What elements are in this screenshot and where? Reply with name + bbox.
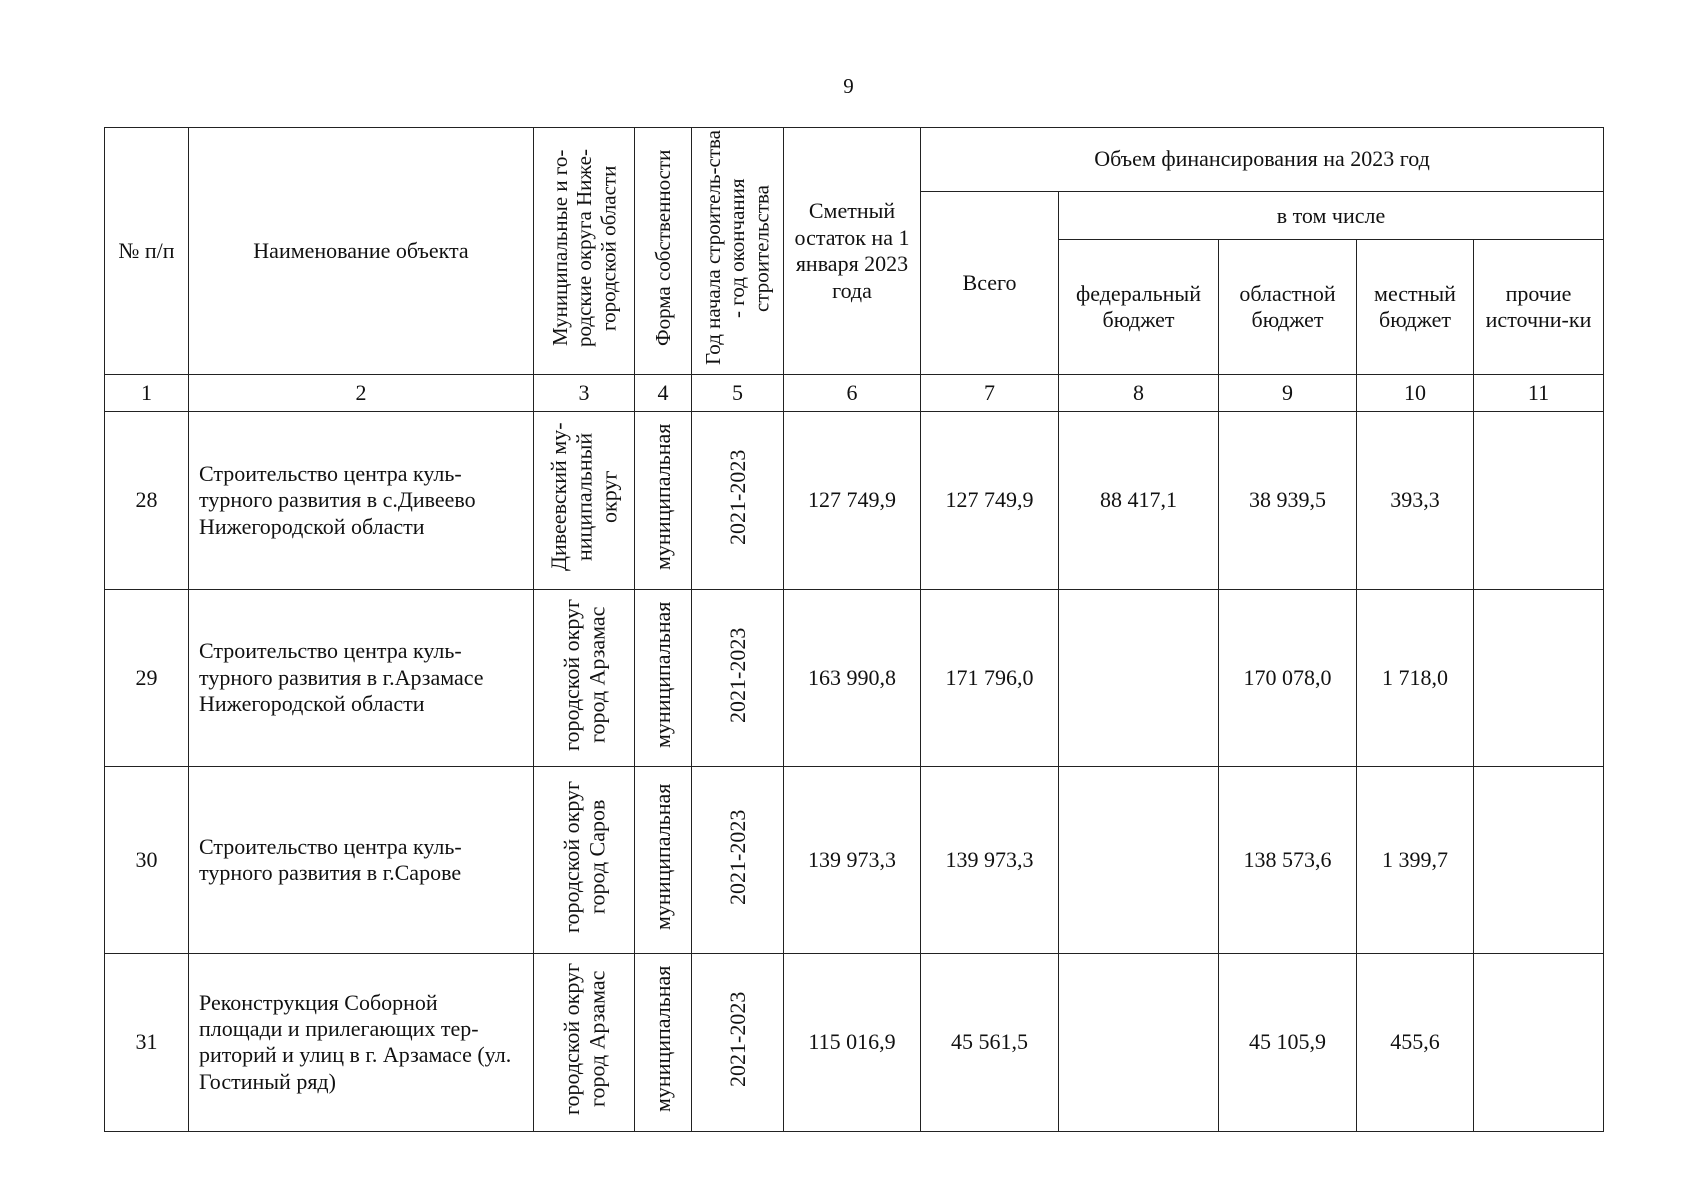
header-funding-group: Объем финансирования на 2023 год xyxy=(921,128,1604,192)
row-local: 1 718,0 xyxy=(1357,589,1474,766)
row-years xyxy=(692,589,784,766)
row-ownership-text: муниципальная xyxy=(650,424,676,571)
row-local: 1 399,7 xyxy=(1357,767,1474,954)
row-federal: 88 417,1 xyxy=(1059,412,1219,589)
col-number: 10 xyxy=(1357,375,1474,412)
row-years xyxy=(692,412,784,589)
row-object-name: Строительство центра куль-турного развития в г.Сарове xyxy=(189,767,534,954)
row-other xyxy=(1474,954,1604,1131)
row-remainder: 127 749,9 xyxy=(784,412,921,589)
row-ownership xyxy=(635,767,692,954)
col-number: 5 xyxy=(692,375,784,412)
row-ownership xyxy=(635,954,692,1131)
column-number-row xyxy=(105,375,1604,412)
header-years xyxy=(692,128,784,375)
header-subgroup: в том числе xyxy=(1059,192,1604,240)
table-row xyxy=(105,412,1604,589)
header-name: Наименование объекта xyxy=(189,128,534,375)
row-num: 28 xyxy=(105,412,189,589)
row-total: 171 796,0 xyxy=(921,589,1059,766)
row-years xyxy=(692,767,784,954)
col-number: 2 xyxy=(189,375,534,412)
row-years xyxy=(692,954,784,1131)
row-years-text: 2021-2023 xyxy=(724,627,750,723)
row-object-name: Реконструкция Соборной площади и прилегающих тер-риторий и улиц в г. Арзамасе (ул. Гостиный ряд) xyxy=(189,954,534,1131)
row-other xyxy=(1474,589,1604,766)
col-number: 7 xyxy=(921,375,1059,412)
financing-table xyxy=(104,127,1604,1132)
col-number: 6 xyxy=(784,375,921,412)
row-other xyxy=(1474,767,1604,954)
row-regional: 38 939,5 xyxy=(1219,412,1357,589)
row-local: 393,3 xyxy=(1357,412,1474,589)
row-district xyxy=(534,767,635,954)
col-number: 8 xyxy=(1059,375,1219,412)
header-total: Всего xyxy=(921,192,1059,375)
row-local: 455,6 xyxy=(1357,954,1474,1131)
header-federal: федеральный бюджет xyxy=(1059,240,1219,375)
col-number: 3 xyxy=(534,375,635,412)
header-row-1 xyxy=(105,128,1604,192)
header-years-text: Год начала строитель-ства - год окончания строительства xyxy=(701,130,774,366)
row-district xyxy=(534,589,635,766)
row-regional: 45 105,9 xyxy=(1219,954,1357,1131)
header-district xyxy=(534,128,635,375)
row-remainder: 139 973,3 xyxy=(784,767,921,954)
header-local: местный бюджет xyxy=(1357,240,1474,375)
col-number: 9 xyxy=(1219,375,1357,412)
header-regional: областной бюджет xyxy=(1219,240,1357,375)
row-district-text: городской округ город Арзамас xyxy=(558,963,609,1116)
row-ownership-text: муниципальная xyxy=(650,783,676,931)
row-federal xyxy=(1059,589,1219,766)
header-district-text: Муниципальные и го-родские округа Ниже-городской области xyxy=(547,149,621,347)
row-years-text: 2021-2023 xyxy=(724,991,750,1087)
row-district xyxy=(534,954,635,1131)
row-district xyxy=(534,412,635,589)
row-district-text: городской округ город Арзамас xyxy=(558,598,609,751)
header-remainder: Сметный остаток на 1 января 2023 года xyxy=(784,128,921,375)
table-row xyxy=(105,954,1604,1131)
page-number: 9 xyxy=(843,74,854,98)
row-ownership-text: муниципальная xyxy=(650,601,676,748)
col-number: 11 xyxy=(1474,375,1604,412)
col-number: 4 xyxy=(635,375,692,412)
row-regional: 138 573,6 xyxy=(1219,767,1357,954)
row-other xyxy=(1474,412,1604,589)
row-years-text: 2021-2023 xyxy=(724,449,750,546)
row-district-text: городской округ город Саров xyxy=(558,780,609,934)
row-object-name: Строительство центра куль-турного развития в с.Дивеево Нижегородской области xyxy=(189,412,534,589)
row-district-text: Дивеевский му-ниципальный округ xyxy=(546,423,622,572)
row-remainder: 163 990,8 xyxy=(784,589,921,766)
table-row xyxy=(105,767,1604,954)
row-remainder: 115 016,9 xyxy=(784,954,921,1131)
row-num: 30 xyxy=(105,767,189,954)
header-other: прочие источни-ки xyxy=(1474,240,1604,375)
header-num: № п/п xyxy=(105,128,189,375)
row-num: 29 xyxy=(105,589,189,766)
row-years-text: 2021-2023 xyxy=(724,809,750,905)
row-object-name: Строительство центра куль-турного развития в г.Арзамасе Нижегородской области xyxy=(189,589,534,766)
row-ownership-text: муниципальная xyxy=(650,965,676,1113)
row-total: 139 973,3 xyxy=(921,767,1059,954)
row-num: 31 xyxy=(105,954,189,1131)
header-ownership-text: Форма собственности xyxy=(650,149,675,347)
row-ownership xyxy=(635,412,692,589)
row-total: 127 749,9 xyxy=(921,412,1059,589)
col-number: 1 xyxy=(105,375,189,412)
header-ownership xyxy=(635,128,692,375)
table-row xyxy=(105,589,1604,766)
row-federal xyxy=(1059,954,1219,1131)
row-regional: 170 078,0 xyxy=(1219,589,1357,766)
row-ownership xyxy=(635,589,692,766)
row-federal xyxy=(1059,767,1219,954)
row-total: 45 561,5 xyxy=(921,954,1059,1131)
